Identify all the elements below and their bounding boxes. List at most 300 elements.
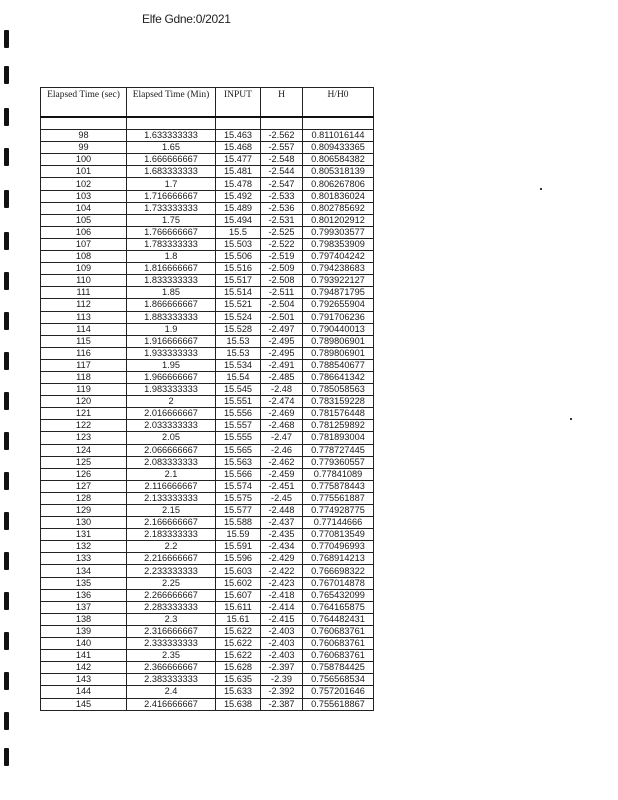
cell-h-ratio: 0.789806901 <box>303 335 374 347</box>
table-row <box>41 384 374 396</box>
cell-elapsed-min: 2.033333333 <box>127 420 216 432</box>
cell-elapsed-min: 1.933333333 <box>127 347 216 359</box>
cell-elapsed-sec: 127 <box>41 480 127 492</box>
table-row <box>41 505 374 517</box>
cell-input: 15.468 <box>216 142 261 154</box>
col-header-elapsed-min: Elapsed Time (Min) <box>127 88 216 118</box>
cell-input: 15.577 <box>216 505 261 517</box>
table-row <box>41 154 374 166</box>
cell-h: -2.448 <box>261 505 303 517</box>
cell-input: 15.563 <box>216 456 261 468</box>
cell-elapsed-sec: 102 <box>41 178 127 190</box>
cell-input: 15.607 <box>216 589 261 601</box>
cell-input: 15.555 <box>216 432 261 444</box>
cell-input: 15.551 <box>216 396 261 408</box>
cell-elapsed-sec: 104 <box>41 202 127 214</box>
cell-elapsed-min: 2.066666667 <box>127 444 216 456</box>
cell-elapsed-min: 1.716666667 <box>127 190 216 202</box>
cell-elapsed-min: 1.75 <box>127 214 216 226</box>
table-row <box>41 335 374 347</box>
scan-edge-mark <box>4 672 9 690</box>
cell-input: 15.478 <box>216 178 261 190</box>
table-row <box>41 432 374 444</box>
cell-elapsed-sec: 123 <box>41 432 127 444</box>
cell-h: -2.459 <box>261 468 303 480</box>
table-row <box>41 613 374 625</box>
cell-h-ratio: 0.785058563 <box>303 384 374 396</box>
cell-elapsed-sec: 103 <box>41 190 127 202</box>
cell-h-ratio: 0.766698322 <box>303 565 374 577</box>
cell-input: 15.611 <box>216 601 261 613</box>
cell-h-ratio: 0.757201646 <box>303 686 374 698</box>
table-row <box>41 529 374 541</box>
cell-elapsed-sec: 137 <box>41 601 127 613</box>
table-row <box>41 420 374 432</box>
cell-elapsed-min: 2.316666667 <box>127 625 216 637</box>
scan-edge-mark <box>4 512 9 530</box>
cell-h: -2.495 <box>261 335 303 347</box>
cell-elapsed-min: 1.983333333 <box>127 384 216 396</box>
cell-h-ratio: 0.781893004 <box>303 432 374 444</box>
table-row <box>41 517 374 529</box>
cell-input: 15.565 <box>216 444 261 456</box>
cell-h-ratio: 0.805318139 <box>303 166 374 178</box>
table-row <box>41 480 374 492</box>
cell-elapsed-sec: 135 <box>41 577 127 589</box>
cell-elapsed-sec: 122 <box>41 420 127 432</box>
cell-elapsed-sec: 136 <box>41 589 127 601</box>
cell-h-ratio: 0.775561887 <box>303 492 374 504</box>
scan-edge-mark <box>4 190 9 208</box>
cell-input: 15.556 <box>216 408 261 420</box>
cell-elapsed-min: 2.283333333 <box>127 601 216 613</box>
table-row <box>41 601 374 613</box>
cell-h-ratio: 0.791706236 <box>303 311 374 323</box>
cell-h-ratio: 0.775878443 <box>303 480 374 492</box>
scan-edge-mark <box>4 432 9 450</box>
cell-elapsed-sec: 131 <box>41 529 127 541</box>
cell-elapsed-sec: 126 <box>41 468 127 480</box>
table-row <box>41 468 374 480</box>
cell-h: -2.423 <box>261 577 303 589</box>
table-row <box>41 662 374 674</box>
cell-h-ratio: 0.779360557 <box>303 456 374 468</box>
cell-elapsed-sec: 132 <box>41 541 127 553</box>
cell-elapsed-min: 1.8 <box>127 251 216 263</box>
cell-h: -2.522 <box>261 238 303 250</box>
cell-h: -2.491 <box>261 359 303 371</box>
cell-h-ratio: 0.799303577 <box>303 226 374 238</box>
cell-h-ratio: 0.768914213 <box>303 553 374 565</box>
cell-input: 15.575 <box>216 492 261 504</box>
cell-h-ratio: 0.760683761 <box>303 625 374 637</box>
cell-input: 15.545 <box>216 384 261 396</box>
cell-elapsed-min: 1.633333333 <box>127 130 216 142</box>
cell-h: -2.422 <box>261 565 303 577</box>
cell-input: 15.534 <box>216 359 261 371</box>
cell-elapsed-min: 1.666666667 <box>127 154 216 166</box>
cell-elapsed-min: 2.1 <box>127 468 216 480</box>
cell-h-ratio: 0.778727445 <box>303 444 374 456</box>
cell-h: -2.414 <box>261 601 303 613</box>
table-row <box>41 565 374 577</box>
cell-h-ratio: 0.770496993 <box>303 541 374 553</box>
table-row <box>41 178 374 190</box>
cell-h-ratio: 0.790440013 <box>303 323 374 335</box>
scan-edge-mark <box>4 712 9 730</box>
cell-elapsed-sec: 107 <box>41 238 127 250</box>
cell-h: -2.451 <box>261 480 303 492</box>
cell-h: -2.474 <box>261 396 303 408</box>
cell-input: 15.517 <box>216 275 261 287</box>
cell-h: -2.547 <box>261 178 303 190</box>
table-row <box>41 371 374 383</box>
cell-elapsed-min: 2.233333333 <box>127 565 216 577</box>
cell-h-ratio: 0.758784425 <box>303 662 374 674</box>
cell-h: -2.46 <box>261 444 303 456</box>
table-row <box>41 577 374 589</box>
cell-h-ratio: 0.794871795 <box>303 287 374 299</box>
cell-h-ratio: 0.764165875 <box>303 601 374 613</box>
cell-elapsed-sec: 144 <box>41 686 127 698</box>
cell-elapsed-sec: 128 <box>41 492 127 504</box>
cell-elapsed-min: 2.35 <box>127 650 216 662</box>
cell-h-ratio: 0.802785692 <box>303 202 374 214</box>
cell-h: -2.403 <box>261 650 303 662</box>
cell-elapsed-min: 2.216666667 <box>127 553 216 565</box>
cell-h: -2.531 <box>261 214 303 226</box>
cell-elapsed-sec: 143 <box>41 674 127 686</box>
cell-h: -2.434 <box>261 541 303 553</box>
table-row <box>41 190 374 202</box>
cell-h-ratio: 0.792655904 <box>303 299 374 311</box>
table-row <box>41 686 374 698</box>
col-header-input: INPUT <box>216 88 261 118</box>
table-spacer-row <box>41 117 374 130</box>
cell-h: -2.533 <box>261 190 303 202</box>
cell-input: 15.628 <box>216 662 261 674</box>
cell-elapsed-sec: 99 <box>41 142 127 154</box>
cell-h-ratio: 0.806584382 <box>303 154 374 166</box>
table-row <box>41 323 374 335</box>
cell-input: 15.61 <box>216 613 261 625</box>
cell-elapsed-sec: 116 <box>41 347 127 359</box>
cell-h: -2.544 <box>261 166 303 178</box>
cell-input: 15.481 <box>216 166 261 178</box>
cell-elapsed-min: 1.916666667 <box>127 335 216 347</box>
cell-elapsed-min: 2.116666667 <box>127 480 216 492</box>
cell-elapsed-min: 1.966666667 <box>127 371 216 383</box>
table-row <box>41 130 374 142</box>
cell-elapsed-sec: 106 <box>41 226 127 238</box>
table-row <box>41 541 374 553</box>
cell-h-ratio: 0.764482431 <box>303 613 374 625</box>
scan-edge-mark <box>4 592 9 610</box>
cell-h: -2.485 <box>261 371 303 383</box>
cell-input: 15.603 <box>216 565 261 577</box>
cell-elapsed-min: 2.166666667 <box>127 517 216 529</box>
cell-input: 15.574 <box>216 480 261 492</box>
scan-edge-mark <box>4 66 9 84</box>
cell-elapsed-sec: 124 <box>41 444 127 456</box>
cell-elapsed-min: 2.183333333 <box>127 529 216 541</box>
cell-input: 15.528 <box>216 323 261 335</box>
cell-input: 15.622 <box>216 638 261 650</box>
table-row <box>41 589 374 601</box>
cell-elapsed-sec: 119 <box>41 384 127 396</box>
table-row <box>41 359 374 371</box>
cell-elapsed-min: 1.65 <box>127 142 216 154</box>
cell-input: 15.622 <box>216 625 261 637</box>
table-row <box>41 625 374 637</box>
table-row <box>41 456 374 468</box>
table-row <box>41 226 374 238</box>
cell-h: -2.497 <box>261 323 303 335</box>
cell-h-ratio: 0.786641342 <box>303 371 374 383</box>
cell-input: 15.463 <box>216 130 261 142</box>
cell-h-ratio: 0.798353909 <box>303 238 374 250</box>
cell-h: -2.392 <box>261 686 303 698</box>
cell-h-ratio: 0.755618867 <box>303 698 374 710</box>
scan-edge-mark <box>4 352 9 370</box>
scan-edge-mark <box>4 30 9 48</box>
cell-input: 15.514 <box>216 287 261 299</box>
cell-input: 15.59 <box>216 529 261 541</box>
cell-h-ratio: 0.801836024 <box>303 190 374 202</box>
cell-h: -2.39 <box>261 674 303 686</box>
cell-input: 15.477 <box>216 154 261 166</box>
cell-elapsed-sec: 140 <box>41 638 127 650</box>
table-row <box>41 287 374 299</box>
cell-elapsed-min: 2.366666667 <box>127 662 216 674</box>
cell-h: -2.504 <box>261 299 303 311</box>
cell-h: -2.48 <box>261 384 303 396</box>
data-table <box>40 87 374 711</box>
cell-h-ratio: 0.781259892 <box>303 420 374 432</box>
scan-edge-mark <box>4 392 9 410</box>
scan-edge-mark <box>4 148 9 166</box>
cell-h-ratio: 0.809433365 <box>303 142 374 154</box>
cell-h: -2.557 <box>261 142 303 154</box>
scan-edge-mark <box>4 272 9 290</box>
cell-h: -2.468 <box>261 420 303 432</box>
cell-input: 15.54 <box>216 371 261 383</box>
cell-input: 15.494 <box>216 214 261 226</box>
table-row <box>41 674 374 686</box>
cell-elapsed-sec: 111 <box>41 287 127 299</box>
cell-elapsed-sec: 134 <box>41 565 127 577</box>
scan-edge-mark <box>4 632 9 650</box>
cell-input: 15.638 <box>216 698 261 710</box>
cell-elapsed-min: 2.016666667 <box>127 408 216 420</box>
cell-elapsed-sec: 101 <box>41 166 127 178</box>
cell-elapsed-sec: 109 <box>41 263 127 275</box>
cell-input: 15.524 <box>216 311 261 323</box>
cell-elapsed-min: 2.133333333 <box>127 492 216 504</box>
cell-elapsed-min: 2.266666667 <box>127 589 216 601</box>
cell-elapsed-min: 1.9 <box>127 323 216 335</box>
cell-h: -2.562 <box>261 130 303 142</box>
cell-elapsed-min: 2.2 <box>127 541 216 553</box>
cell-elapsed-min: 2.3 <box>127 613 216 625</box>
cell-h-ratio: 0.765432099 <box>303 589 374 601</box>
cell-elapsed-sec: 108 <box>41 251 127 263</box>
cell-h: -2.501 <box>261 311 303 323</box>
cell-h: -2.45 <box>261 492 303 504</box>
cell-h: -2.418 <box>261 589 303 601</box>
cell-elapsed-sec: 98 <box>41 130 127 142</box>
table-row <box>41 650 374 662</box>
scan-edge-mark <box>4 232 9 250</box>
table-row <box>41 311 374 323</box>
cell-h-ratio: 0.788540677 <box>303 359 374 371</box>
table-row <box>41 444 374 456</box>
cell-h-ratio: 0.801202912 <box>303 214 374 226</box>
table-row <box>41 492 374 504</box>
cell-h: -2.462 <box>261 456 303 468</box>
cell-input: 15.633 <box>216 686 261 698</box>
cell-elapsed-min: 2 <box>127 396 216 408</box>
cell-h: -2.397 <box>261 662 303 674</box>
cell-h-ratio: 0.760683761 <box>303 650 374 662</box>
cell-elapsed-min: 2.333333333 <box>127 638 216 650</box>
cell-h-ratio: 0.797404242 <box>303 251 374 263</box>
scan-speck <box>540 188 542 190</box>
cell-input: 15.503 <box>216 238 261 250</box>
cell-h: -2.437 <box>261 517 303 529</box>
cell-input: 15.566 <box>216 468 261 480</box>
cell-elapsed-min: 1.833333333 <box>127 275 216 287</box>
cell-elapsed-min: 1.733333333 <box>127 202 216 214</box>
scan-edge-mark <box>4 748 9 766</box>
cell-h-ratio: 0.781576448 <box>303 408 374 420</box>
cell-h-ratio: 0.811016144 <box>303 130 374 142</box>
table-row <box>41 347 374 359</box>
col-header-h: H <box>261 88 303 118</box>
table-row <box>41 251 374 263</box>
cell-h-ratio: 0.794238683 <box>303 263 374 275</box>
cell-elapsed-min: 1.866666667 <box>127 299 216 311</box>
cell-h: -2.435 <box>261 529 303 541</box>
cell-input: 15.591 <box>216 541 261 553</box>
cell-elapsed-sec: 145 <box>41 698 127 710</box>
cell-elapsed-sec: 110 <box>41 275 127 287</box>
cell-input: 15.53 <box>216 347 261 359</box>
table-row <box>41 275 374 287</box>
cell-input: 15.602 <box>216 577 261 589</box>
cell-elapsed-min: 2.25 <box>127 577 216 589</box>
cell-h: -2.548 <box>261 154 303 166</box>
table-row <box>41 396 374 408</box>
cell-elapsed-min: 2.416666667 <box>127 698 216 710</box>
table-row <box>41 408 374 420</box>
cell-h: -2.47 <box>261 432 303 444</box>
cell-elapsed-sec: 121 <box>41 408 127 420</box>
cell-input: 15.506 <box>216 251 261 263</box>
cell-h-ratio: 0.770813549 <box>303 529 374 541</box>
cell-h: -2.508 <box>261 275 303 287</box>
table-row <box>41 202 374 214</box>
table-header-row <box>41 88 374 118</box>
cell-elapsed-sec: 118 <box>41 371 127 383</box>
cell-elapsed-sec: 129 <box>41 505 127 517</box>
cell-h: -2.469 <box>261 408 303 420</box>
cell-h-ratio: 0.77841089 <box>303 468 374 480</box>
cell-h: -2.511 <box>261 287 303 299</box>
cell-h-ratio: 0.77144666 <box>303 517 374 529</box>
cell-h: -2.509 <box>261 263 303 275</box>
cell-elapsed-sec: 139 <box>41 625 127 637</box>
cell-elapsed-min: 1.783333333 <box>127 238 216 250</box>
scan-speck <box>570 418 572 420</box>
scan-edge-mark <box>4 108 9 126</box>
cell-elapsed-sec: 100 <box>41 154 127 166</box>
cell-h: -2.415 <box>261 613 303 625</box>
cell-elapsed-min: 1.95 <box>127 359 216 371</box>
cell-elapsed-sec: 138 <box>41 613 127 625</box>
cell-elapsed-min: 1.7 <box>127 178 216 190</box>
scan-edge-mark <box>4 552 9 570</box>
cell-elapsed-sec: 133 <box>41 553 127 565</box>
scan-edge-marks <box>4 0 10 800</box>
col-header-elapsed-sec: Elapsed Time (sec) <box>41 88 127 118</box>
table-row <box>41 263 374 275</box>
cell-input: 15.596 <box>216 553 261 565</box>
cell-elapsed-sec: 125 <box>41 456 127 468</box>
cell-h: -2.536 <box>261 202 303 214</box>
cell-input: 15.5 <box>216 226 261 238</box>
scan-edge-mark <box>4 312 9 330</box>
cell-elapsed-min: 1.85 <box>127 287 216 299</box>
cell-elapsed-sec: 130 <box>41 517 127 529</box>
cell-input: 15.489 <box>216 202 261 214</box>
cell-h: -2.387 <box>261 698 303 710</box>
cell-elapsed-min: 2.05 <box>127 432 216 444</box>
document-header: Elfe Gdne:0/2021 <box>142 12 231 26</box>
cell-elapsed-sec: 120 <box>41 396 127 408</box>
cell-input: 15.492 <box>216 190 261 202</box>
cell-elapsed-min: 2.4 <box>127 686 216 698</box>
table-row <box>41 238 374 250</box>
col-header-h-ratio: H/H0 <box>303 88 374 118</box>
table-row <box>41 142 374 154</box>
scan-edge-mark <box>4 472 9 490</box>
table-row <box>41 299 374 311</box>
table-row <box>41 166 374 178</box>
cell-elapsed-sec: 105 <box>41 214 127 226</box>
cell-input: 15.622 <box>216 650 261 662</box>
cell-h-ratio: 0.783159228 <box>303 396 374 408</box>
cell-elapsed-sec: 142 <box>41 662 127 674</box>
cell-h: -2.403 <box>261 638 303 650</box>
cell-input: 15.53 <box>216 335 261 347</box>
cell-elapsed-sec: 113 <box>41 311 127 323</box>
cell-h-ratio: 0.806267806 <box>303 178 374 190</box>
cell-h: -2.429 <box>261 553 303 565</box>
cell-h-ratio: 0.756568534 <box>303 674 374 686</box>
cell-h-ratio: 0.760683761 <box>303 638 374 650</box>
cell-input: 15.516 <box>216 263 261 275</box>
cell-input: 15.635 <box>216 674 261 686</box>
cell-h-ratio: 0.793922127 <box>303 275 374 287</box>
table-row <box>41 698 374 710</box>
cell-h-ratio: 0.789806901 <box>303 347 374 359</box>
cell-h: -2.525 <box>261 226 303 238</box>
table-row <box>41 214 374 226</box>
cell-elapsed-min: 2.15 <box>127 505 216 517</box>
cell-elapsed-min: 1.683333333 <box>127 166 216 178</box>
cell-input: 15.588 <box>216 517 261 529</box>
